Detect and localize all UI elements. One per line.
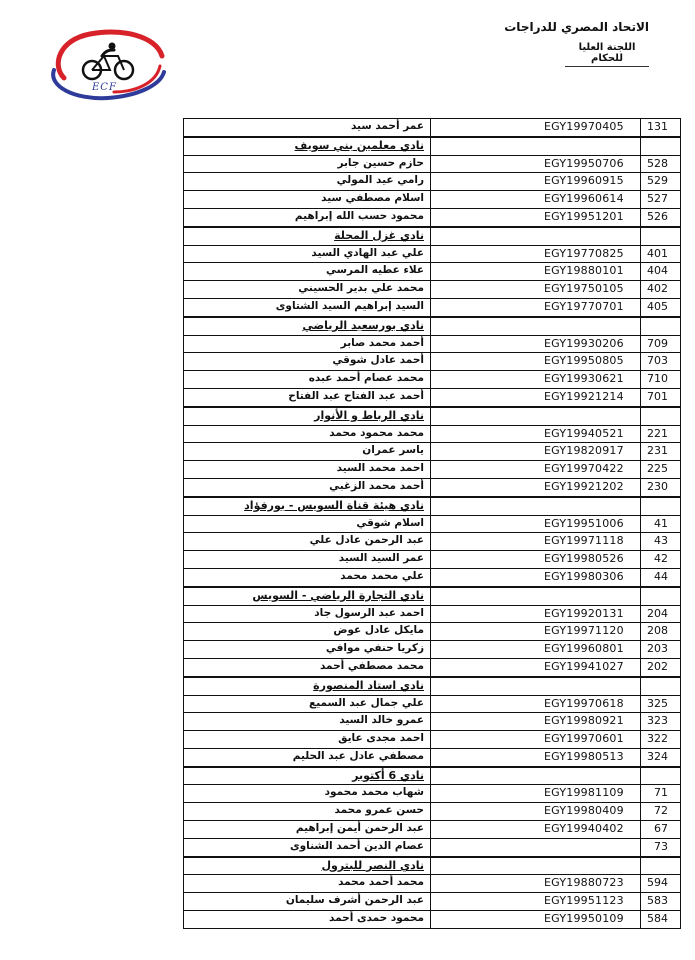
- license-code: EGY19951201: [544, 209, 624, 223]
- club-header-row: [184, 677, 680, 696]
- rider-name: اسلام مصطفي سيد: [321, 192, 424, 205]
- rider-name: محمود حسب الله إبراهيم: [294, 209, 424, 222]
- club-header-row: [184, 407, 680, 426]
- rider-row: [184, 911, 680, 929]
- rider-number: 71: [654, 786, 668, 800]
- rider-row: [184, 299, 680, 317]
- rider-number: 583: [647, 894, 668, 908]
- club-name: نادي التجارة الرياضي - السويس: [252, 588, 424, 602]
- club-header-row: [184, 857, 680, 876]
- rider-row: [184, 173, 680, 191]
- rider-name: أحمد محمد صابر: [340, 336, 424, 349]
- license-code: EGY19930621: [544, 372, 624, 386]
- rider-name: احمد محمد السيد: [336, 462, 424, 475]
- rider-number: 701: [647, 389, 668, 403]
- license-code: EGY19980921: [544, 714, 624, 728]
- rider-name: احمد عبد الرسول جاد: [314, 606, 424, 619]
- rider-name: علاء عطيه المرسي: [326, 264, 424, 277]
- rider-row: [184, 533, 680, 551]
- license-code: EGY19970618: [544, 696, 624, 710]
- rider-row: [184, 461, 680, 479]
- org-name: الاتحاد المصري للدراجات: [504, 20, 649, 34]
- rider-row: [184, 785, 680, 803]
- rider-number: 208: [647, 624, 668, 638]
- rider-name: اسلام شوقي: [356, 516, 424, 529]
- license-code: EGY19920131: [544, 606, 624, 620]
- rider-number: 710: [647, 372, 668, 386]
- rider-number: 72: [654, 804, 668, 818]
- rider-row: [184, 569, 680, 587]
- rider-name: عصام الدين أحمد الشناوى: [290, 839, 424, 852]
- rider-row: [184, 623, 680, 641]
- org-header: [504, 20, 649, 67]
- rider-name: عبد الرحمن عادل علي: [309, 534, 424, 547]
- club-header-row: [184, 767, 680, 786]
- rider-row: [184, 731, 680, 749]
- rider-row: [184, 659, 680, 677]
- rider-row: [184, 371, 680, 389]
- license-code: EGY19960915: [544, 174, 624, 188]
- license-code: EGY19951123: [544, 894, 624, 908]
- rider-name: ياسر عمران: [362, 444, 424, 457]
- license-code: EGY19770701: [544, 299, 624, 313]
- rider-number: 529: [647, 174, 668, 188]
- license-code: EGY19880101: [544, 264, 624, 278]
- rider-name: محمد أحمد محمد: [338, 876, 424, 889]
- rider-name: حازم حسين جابر: [337, 156, 424, 169]
- rider-name: عبد الرحمن أيمن إبراهيم: [295, 822, 424, 835]
- rider-number: 202: [647, 659, 668, 673]
- license-code: EGY19970405: [544, 120, 624, 133]
- license-code: EGY19950706: [544, 156, 624, 170]
- license-code: EGY19971118: [544, 534, 624, 548]
- rider-row: [184, 875, 680, 893]
- license-code: EGY19940402: [544, 822, 624, 836]
- rider-row: [184, 893, 680, 911]
- rider-number: 527: [647, 192, 668, 206]
- rider-name: محمد مصطفي أحمد: [319, 659, 424, 672]
- license-code: EGY19970601: [544, 732, 624, 746]
- rider-number: 203: [647, 642, 668, 656]
- rider-number: 703: [647, 354, 668, 368]
- license-code: EGY19940521: [544, 426, 624, 440]
- license-code: EGY19770825: [544, 246, 624, 260]
- license-code: EGY19970422: [544, 462, 624, 476]
- club-header-row: [184, 227, 680, 246]
- riders-table: [183, 118, 681, 929]
- license-code: EGY19981109: [544, 786, 624, 800]
- rider-row: [184, 246, 680, 264]
- rider-name: محمود حمدى أحمد: [329, 912, 424, 925]
- club-name: نادي استاد المنصورة: [313, 678, 424, 692]
- rider-name: علي جمال عبد السميع: [309, 696, 424, 709]
- rider-number: 204: [647, 606, 668, 620]
- rider-number: 528: [647, 156, 668, 170]
- rider-row: [184, 263, 680, 281]
- rider-number: 324: [647, 749, 668, 763]
- club-name: نادي 6 أكتوبر: [352, 768, 424, 782]
- license-code: EGY19941027: [544, 659, 624, 673]
- rider-row: [184, 389, 680, 407]
- rider-row: [184, 516, 680, 534]
- license-code: EGY19980526: [544, 552, 624, 566]
- rider-number: 67: [654, 822, 668, 836]
- rider-name: محمد عصام أحمد عبده: [308, 372, 424, 385]
- rider-number: 401: [647, 246, 668, 260]
- cyclist-logo-icon: [44, 26, 168, 106]
- club-name: نادي غزل المحلة: [334, 228, 424, 242]
- license-code: EGY19880723: [544, 876, 624, 890]
- rider-name: أحمد محمد الزغبي: [329, 479, 424, 492]
- rider-number: 221: [647, 426, 668, 440]
- rider-name: علي محمد محمد: [340, 569, 424, 582]
- rider-name: حسن عمرو محمد: [334, 804, 424, 817]
- club-name: نادي الرباط و الأنوار: [314, 408, 424, 422]
- rider-name: مايكل عادل عوض: [333, 624, 424, 637]
- rider-number: 323: [647, 714, 668, 728]
- license-code: EGY19980409: [544, 804, 624, 818]
- rider-row: [184, 443, 680, 461]
- rider-row: [184, 426, 680, 444]
- rider-name: علي عبد الهادي السيد: [311, 246, 424, 259]
- rider-number: 43: [654, 534, 668, 548]
- rider-number: 131: [647, 120, 668, 133]
- rider-number: 405: [647, 299, 668, 313]
- rider-row: [184, 479, 680, 497]
- license-code: EGY19921214: [544, 389, 624, 403]
- rider-number: 42: [654, 552, 668, 566]
- rider-name: عمر السيد السيد: [338, 552, 424, 565]
- rider-number: 322: [647, 732, 668, 746]
- rider-name: زكريا حنفي موافي: [325, 642, 424, 655]
- license-code: EGY19960801: [544, 642, 624, 656]
- club-header-row: [184, 317, 680, 336]
- rider-name: احمد مجدى عايق: [338, 732, 424, 745]
- rider-number: 594: [647, 876, 668, 890]
- rider-row: [184, 191, 680, 209]
- org-subtitle: اللجنة العليا للحكام: [565, 42, 649, 67]
- rider-row: [184, 696, 680, 714]
- rider-number: 526: [647, 209, 668, 223]
- license-code: EGY19971120: [544, 624, 624, 638]
- rider-number: 230: [647, 479, 668, 493]
- rider-row: [184, 803, 680, 821]
- rider-row: [184, 336, 680, 354]
- rider-name: عمرو خالد السيد: [339, 714, 424, 727]
- rider-row: [184, 156, 680, 174]
- rider-name: مصطفي عادل عبد الحليم: [292, 749, 424, 762]
- rider-number: 404: [647, 264, 668, 278]
- license-code: EGY19950109: [544, 912, 624, 926]
- rider-row: [184, 749, 680, 767]
- rider-name: السيد إبراهيم السيد الشتاوى: [275, 299, 424, 312]
- rider-number: 584: [647, 912, 668, 926]
- rider-row: [184, 641, 680, 659]
- rider-number: 44: [654, 569, 668, 583]
- license-code: EGY19820917: [544, 444, 624, 458]
- license-code: EGY19980513: [544, 749, 624, 763]
- rider-row: [184, 839, 680, 857]
- license-code: EGY19960614: [544, 192, 624, 206]
- club-name: نادي هيئة قناة السويس - بورفؤاد: [244, 498, 424, 512]
- rider-number: 325: [647, 696, 668, 710]
- rider-row: [184, 209, 680, 227]
- rider-name: عبد الرحمن أشرف سليمان: [285, 894, 424, 907]
- rider-number: 709: [647, 336, 668, 350]
- license-code: EGY19921202: [544, 479, 624, 493]
- rider-name: رامي عيد المولي: [336, 174, 424, 187]
- rider-name: عمر أحمد سيد: [350, 120, 424, 132]
- rider-name: محمد علي بدير الحسيني: [298, 282, 424, 295]
- rider-number: 41: [654, 516, 668, 530]
- rider-number: 225: [647, 462, 668, 476]
- rider-number: 402: [647, 282, 668, 296]
- rider-name: شهاب محمد محمود: [324, 786, 424, 799]
- club-header-row: [184, 497, 680, 516]
- rider-number: 231: [647, 444, 668, 458]
- club-name: نادي بورسعيد الرياضي: [302, 318, 424, 332]
- club-header-row: [184, 137, 680, 156]
- club-name: نادي معلمين بني سويف: [294, 138, 424, 152]
- rider-row: [184, 119, 680, 137]
- rider-name: محمد محمود محمد: [329, 426, 424, 439]
- logo-text: ECF: [92, 82, 117, 93]
- license-code: EGY19950805: [544, 354, 624, 368]
- rider-row: [184, 606, 680, 624]
- rider-name: أحمد عادل شوقي: [332, 354, 424, 367]
- rider-number: 73: [654, 839, 668, 853]
- license-code: EGY19951006: [544, 516, 624, 530]
- license-code: EGY19980306: [544, 569, 624, 583]
- rider-row: [184, 353, 680, 371]
- club-name: نادي النصر للبترول: [321, 858, 424, 872]
- club-header-row: [184, 587, 680, 606]
- rider-row: [184, 281, 680, 299]
- rider-name: أحمد عبد الفتاح عبد الفتاح: [288, 389, 424, 402]
- rider-row: [184, 551, 680, 569]
- rider-row: [184, 821, 680, 839]
- license-code: EGY19750105: [544, 282, 624, 296]
- rider-row: [184, 713, 680, 731]
- license-code: EGY19930206: [544, 336, 624, 350]
